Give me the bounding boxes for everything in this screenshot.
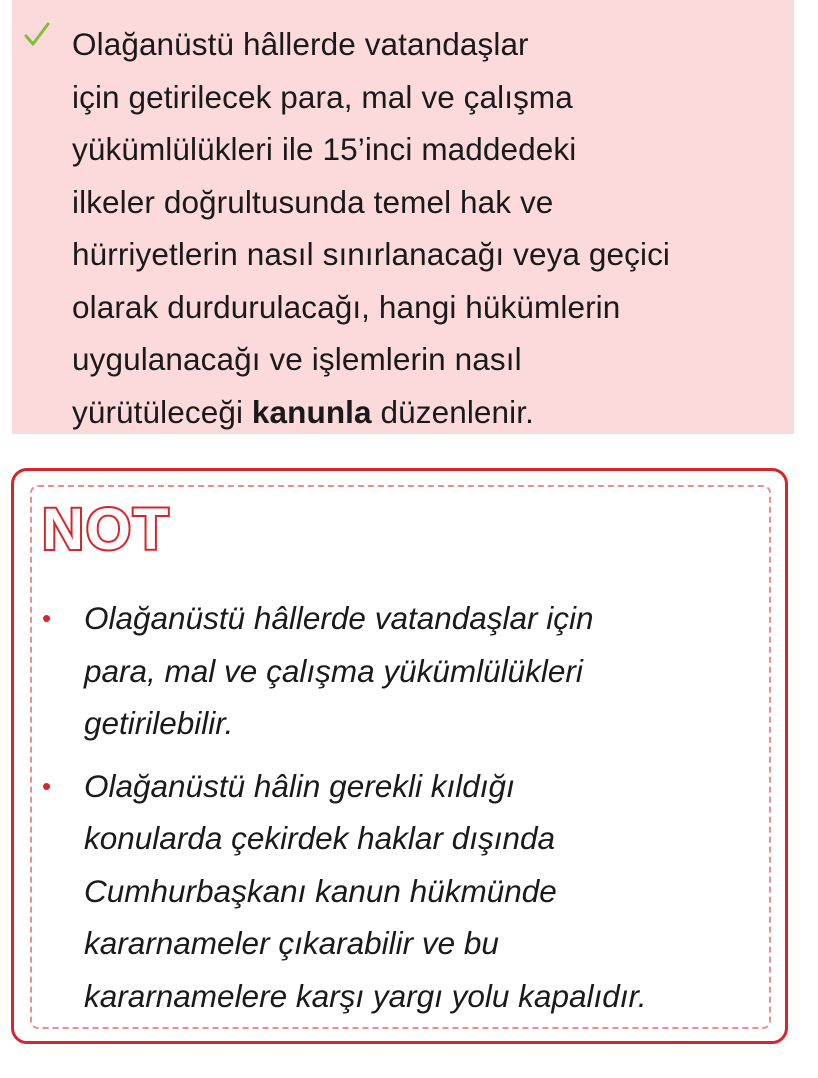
main-point-line: hürriyetlerin nasıl sınırlanacağı veya geçici [72, 236, 671, 272]
bullet-icon: • [42, 603, 52, 633]
emphasis-kanunla: kanunla [251, 393, 372, 430]
main-point-line: yükümlülükleri ile 15’inci maddedeki [72, 131, 577, 167]
main-point-line: uygulanacağı ve işlemlerin nasıl [72, 341, 522, 377]
note-line: konularda çekirdek haklar dışında [84, 820, 556, 856]
note-line: para, mal ve çalışma yükümlülükleri [84, 652, 583, 689]
note-line: Olağanüstü hâlin gerekli kıldığı [84, 767, 515, 804]
last-line-start: yürütüleceği [72, 393, 252, 430]
main-point-line: Olağanüstü hâllerde vatandaşlar [72, 26, 529, 62]
note-line: getirilebilir. [84, 705, 234, 741]
note-line: kararnameler çıkarabilir ve bu [84, 925, 499, 961]
note-list [40, 592, 770, 1022]
checkmark-icon [22, 18, 52, 52]
bullet-icon: • [42, 770, 52, 801]
note-title-text: NOT [42, 497, 171, 562]
note-item [40, 592, 770, 750]
note-line: Olağanüstü hâllerde vatandaşlar için [84, 600, 594, 636]
note-line: kararnamelere karşı yargı yolu kapalıdır. [84, 977, 647, 1014]
note-item [40, 760, 770, 1023]
main-point-line: olarak durdurulacağı, hangi hükümlerin [72, 288, 621, 325]
main-point-line: ilkeler doğrultusunda temel hak ve [72, 183, 554, 220]
main-point-text [72, 18, 784, 438]
main-point-last-line [72, 386, 784, 439]
main-point-line: için getirilecek para, mal ve çalışma [72, 78, 573, 115]
note-title [38, 497, 198, 565]
note-line: Cumhurbaşkanı kanun hükmünde [84, 872, 557, 909]
last-line-end: düzenlenir. [371, 393, 534, 430]
